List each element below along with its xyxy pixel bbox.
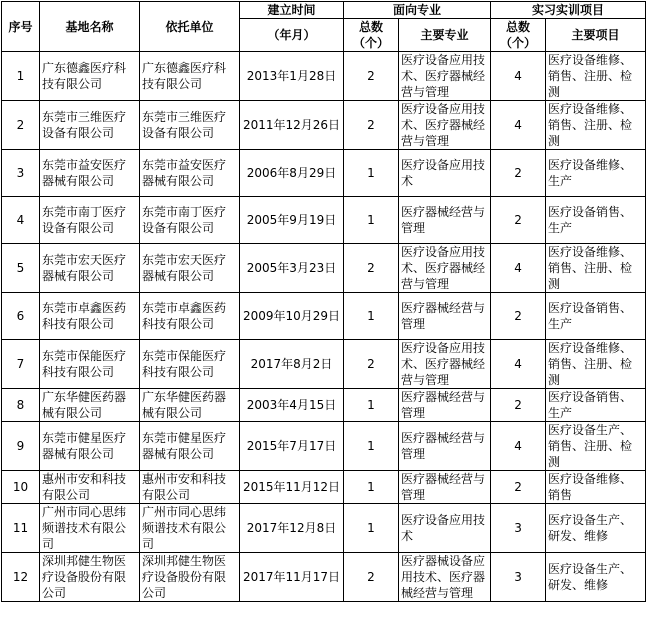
table-row [2,101,646,150]
header-base-name: 基地名称 [40,2,140,52]
cell-project-main: 医疗设备维修、销售、注册、检测 [546,244,646,293]
cell-major-count: 2 [344,340,399,389]
cell-index: 12 [2,553,40,602]
cell-base-name: 广州市同心思纬频谱技术有限公司 [40,504,140,553]
cell-project-count: 4 [491,244,546,293]
cell-project-count: 4 [491,101,546,150]
cell-project-count: 3 [491,504,546,553]
cell-index: 6 [2,293,40,340]
cell-founded: 2003年4月15日 [240,389,344,422]
header-major-group: 面向专业 [344,2,491,19]
cell-major-count: 1 [344,150,399,197]
cell-host-unit: 深圳邦健生物医疗设备股份有限公司 [140,553,240,602]
cell-base-name: 惠州市安和科技有限公司 [40,471,140,504]
cell-major-count: 1 [344,422,399,471]
table-row [2,422,646,471]
cell-major-main: 医疗器械经营与管理 [399,293,491,340]
header-host-unit: 依托单位 [140,2,240,52]
cell-major-count: 1 [344,197,399,244]
header-major-count: 总数（个） [344,19,399,52]
table-row [2,150,646,197]
cell-project-count: 4 [491,340,546,389]
cell-project-count: 2 [491,150,546,197]
cell-project-main: 医疗设备维修、销售、注册、检测 [546,52,646,101]
cell-major-main: 医疗器械经营与管理 [399,389,491,422]
cell-host-unit: 东莞市健星医疗器械有限公司 [140,422,240,471]
cell-major-main: 医疗设备应用技术 [399,504,491,553]
cell-founded: 2017年11月17日 [240,553,344,602]
cell-host-unit: 惠州市安和科技有限公司 [140,471,240,504]
cell-base-name: 广东华健医药器械有限公司 [40,389,140,422]
cell-project-count: 3 [491,553,546,602]
cell-base-name: 东莞市益安医疗器械有限公司 [40,150,140,197]
cell-major-count: 2 [344,101,399,150]
cell-host-unit: 广州市同心思纬频谱技术有限公司 [140,504,240,553]
cell-host-unit: 东莞市宏天医疗器械有限公司 [140,244,240,293]
table-row [2,553,646,602]
header-project-group: 实习实训项目 [491,2,646,19]
cell-project-main: 医疗设备生产、研发、维修 [546,553,646,602]
cell-index: 11 [2,504,40,553]
cell-host-unit: 广东华健医药器械有限公司 [140,389,240,422]
cell-founded: 2015年7月17日 [240,422,344,471]
cell-base-name: 东莞市保能医疗科技有限公司 [40,340,140,389]
cell-project-count: 4 [491,422,546,471]
table-row [2,197,646,244]
cell-major-main: 医疗设备应用技术、医疗器械经营与管理 [399,244,491,293]
cell-major-main: 医疗器械经营与管理 [399,422,491,471]
table-row [2,504,646,553]
cell-major-count: 2 [344,52,399,101]
table-row [2,244,646,293]
cell-major-count: 1 [344,504,399,553]
cell-project-count: 4 [491,52,546,101]
cell-host-unit: 东莞市卓鑫医药科技有限公司 [140,293,240,340]
cell-project-count: 2 [491,389,546,422]
cell-index: 7 [2,340,40,389]
cell-project-main: 医疗设备维修、销售、注册、检测 [546,340,646,389]
table-row [2,340,646,389]
cell-host-unit: 广东德鑫医疗科技有限公司 [140,52,240,101]
cell-project-main: 医疗设备销售、生产 [546,197,646,244]
cell-base-name: 广东德鑫医疗科技有限公司 [40,52,140,101]
header-project-main: 主要项目 [546,19,646,52]
cell-index: 10 [2,471,40,504]
cell-host-unit: 东莞市南丁医疗设备有限公司 [140,197,240,244]
cell-founded: 2011年12月26日 [240,101,344,150]
cell-major-count: 1 [344,471,399,504]
cell-major-main: 医疗器械设备应用技术、医疗器械经营与管理 [399,553,491,602]
cell-project-count: 2 [491,293,546,340]
cell-major-main: 医疗器械经营与管理 [399,197,491,244]
training-base-table [1,1,646,602]
cell-major-main: 医疗设备应用技术 [399,150,491,197]
cell-major-count: 2 [344,244,399,293]
cell-project-main: 医疗设备生产、销售、注册、检测 [546,422,646,471]
header-major-main: 主要专业 [399,19,491,52]
cell-major-count: 1 [344,293,399,340]
cell-base-name: 深圳邦健生物医疗设备股份有限公司 [40,553,140,602]
table-row [2,293,646,340]
cell-base-name: 东莞市宏天医疗器械有限公司 [40,244,140,293]
cell-index: 3 [2,150,40,197]
cell-index: 9 [2,422,40,471]
header-founded-sub: （年月） [240,19,344,52]
cell-founded: 2005年3月23日 [240,244,344,293]
cell-founded: 2017年12月8日 [240,504,344,553]
cell-base-name: 东莞市南丁医疗设备有限公司 [40,197,140,244]
cell-base-name: 东莞市健星医疗器械有限公司 [40,422,140,471]
cell-project-main: 医疗设备销售、生产 [546,389,646,422]
cell-index: 5 [2,244,40,293]
cell-major-count: 2 [344,553,399,602]
cell-founded: 2017年8月2日 [240,340,344,389]
cell-founded: 2009年10月29日 [240,293,344,340]
cell-index: 8 [2,389,40,422]
cell-base-name: 东莞市三维医疗设备有限公司 [40,101,140,150]
cell-founded: 2015年11月12日 [240,471,344,504]
cell-index: 4 [2,197,40,244]
header-founded: 建立时间 [240,2,344,19]
cell-major-main: 医疗设备应用技术、医疗器械经营与管理 [399,101,491,150]
cell-host-unit: 东莞市益安医疗器械有限公司 [140,150,240,197]
cell-index: 2 [2,101,40,150]
table-row [2,471,646,504]
cell-host-unit: 东莞市三维医疗设备有限公司 [140,101,240,150]
cell-project-main: 医疗设备生产、研发、维修 [546,504,646,553]
cell-major-count: 1 [344,389,399,422]
cell-major-main: 医疗设备应用技术、医疗器械经营与管理 [399,52,491,101]
header-project-count: 总数（个） [491,19,546,52]
header-row-1 [2,2,646,19]
cell-project-main: 医疗设备维修、生产 [546,150,646,197]
cell-base-name: 东莞市卓鑫医药科技有限公司 [40,293,140,340]
cell-project-count: 2 [491,471,546,504]
table-row [2,52,646,101]
cell-project-main: 医疗设备维修、销售、注册、检测 [546,101,646,150]
cell-project-count: 2 [491,197,546,244]
header-index: 序号 [2,2,40,52]
cell-founded: 2013年1月28日 [240,52,344,101]
cell-project-main: 医疗设备维修、销售 [546,471,646,504]
cell-major-main: 医疗器械经营与管理 [399,471,491,504]
cell-major-main: 医疗设备应用技术、医疗器械经营与管理 [399,340,491,389]
cell-index: 1 [2,52,40,101]
cell-host-unit: 东莞市保能医疗科技有限公司 [140,340,240,389]
cell-founded: 2006年8月29日 [240,150,344,197]
cell-founded: 2005年9月19日 [240,197,344,244]
cell-project-main: 医疗设备销售、生产 [546,293,646,340]
table-row [2,389,646,422]
